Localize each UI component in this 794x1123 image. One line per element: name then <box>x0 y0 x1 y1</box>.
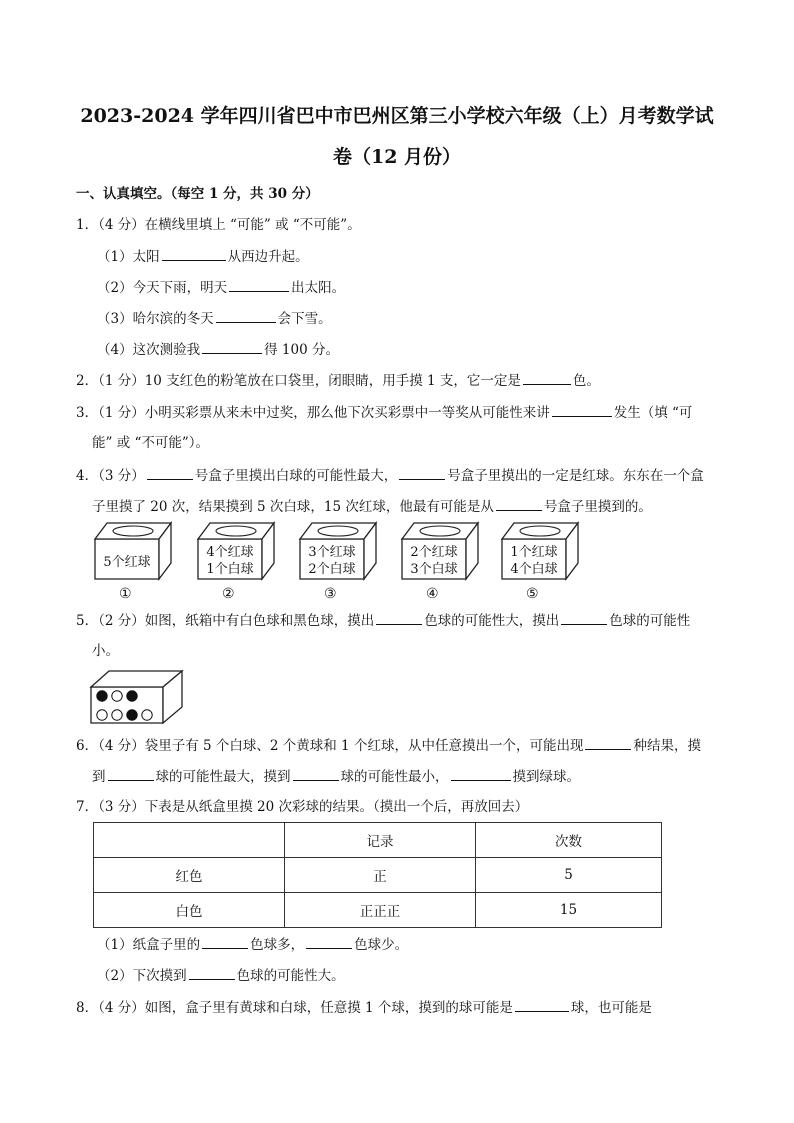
table-cell: 红色 <box>94 858 285 893</box>
box-number-label: ⑤ <box>526 586 539 602</box>
answer-blank[interactable] <box>376 610 422 625</box>
box-number-label: ④ <box>426 586 439 602</box>
box-label-line1: 1个红球 <box>510 545 558 560</box>
table-header-row <box>94 823 662 858</box>
question-4-cont: 子里摸了 20 次，结果摸到 5 次白球，15 次红球，他最有可能是从 号盒子里摸到的。 <box>92 496 652 517</box>
section-heading: 一、认真填空。（每空 1 分，共 30 分） <box>76 186 319 202</box>
box-label-line1: 4个红球 <box>206 545 254 560</box>
question-7-stem: 7．（3 分）下表是从纸盒里摸 20 次彩球的结果。（摸出一个后，再放回去） <box>76 799 529 815</box>
answer-blank[interactable] <box>147 465 193 480</box>
question-3: 3．（1 分）小明买彩票从来未中过奖，那么他下次买彩票中一等奖从可能性来讲 发生（填 “可 <box>76 402 692 423</box>
answer-blank[interactable] <box>189 965 235 980</box>
question-1-sub4: （4）这次测验我 得 100 分。 <box>97 339 339 360</box>
box-label-line2: 2个白球 <box>308 562 356 577</box>
box-label-line2: 1个白球 <box>206 562 254 577</box>
table-cell: 15 <box>476 893 662 928</box>
answer-blank[interactable] <box>561 610 607 625</box>
box-label-line2: 3个白球 <box>410 562 458 577</box>
white-ball <box>97 710 107 720</box>
table-cell: 正正正 <box>285 893 476 928</box>
question-6-cont: 到 球的可能性最大，摸到 球的可能性最小， 摸到绿球。 <box>92 766 580 787</box>
box-label-line2: 4个白球 <box>510 562 558 577</box>
answer-blank[interactable] <box>108 766 154 781</box>
box-number-label: ① <box>119 586 132 602</box>
question-1-stem: 1．（4 分）在横线里填上 “可能” 或 “不可能”。 <box>76 217 361 233</box>
box-label-line1: 2个红球 <box>410 545 458 560</box>
black-ball <box>127 691 137 701</box>
white-ball <box>112 691 122 701</box>
box-label-line1: 5个红球 <box>103 555 151 570</box>
box-label-line1: 3个红球 <box>308 545 356 560</box>
answer-blank[interactable] <box>585 735 631 750</box>
answer-blank[interactable] <box>202 934 248 949</box>
white-ball <box>142 710 152 720</box>
page-title-line2: 卷（12 月份） <box>332 146 462 168</box>
table-row <box>94 858 662 893</box>
answer-blank[interactable] <box>293 766 339 781</box>
question-4: 4．（3 分） 号盒子里摸出白球的可能性最大， 号盒子里摸出的一定是红球。东东在一个盒 <box>76 465 704 486</box>
answer-blank[interactable] <box>496 496 542 511</box>
table-cell: 5 <box>476 858 662 893</box>
table-cell: 白色 <box>94 893 285 928</box>
table-header: 次数 <box>476 823 662 858</box>
question-7-sub1: （1）纸盒子里的 色球多， 色球少。 <box>97 934 408 955</box>
question-1-sub3: （3）哈尔滨的冬天 会下雪。 <box>97 308 332 329</box>
box-number-label: ② <box>222 586 235 602</box>
question-1-sub1: （1）太阳 从西边升起。 <box>97 246 309 267</box>
answer-blank[interactable] <box>306 934 352 949</box>
answer-blank[interactable] <box>399 465 445 480</box>
question-8: 8．（4 分）如图，盒子里有黄球和白球，任意摸 1 个球，摸到的球可能是 球，也可能是 <box>76 997 652 1018</box>
table-cell: 正 <box>285 858 476 893</box>
answer-blank[interactable] <box>552 402 612 417</box>
answer-blank[interactable] <box>229 277 289 292</box>
black-ball <box>97 691 107 701</box>
question-7-sub2: （2）下次摸到 色球的可能性大。 <box>97 965 345 986</box>
answer-blank[interactable] <box>451 766 511 781</box>
question-1-sub2: （2）今天下雨，明天 出太阳。 <box>97 277 345 298</box>
page-title: 2023-2024 学年四川省巴中市巴州区第三小学校六年级（上）月考数学试 <box>80 105 714 127</box>
ball-box-figure <box>88 667 188 727</box>
question-3-cont: 能” 或 “不可能”）。 <box>92 435 210 451</box>
question-5: 5．（2 分）如图，纸箱中有白色球和黑色球，摸出 色球的可能性大，摸出 色球的可能性 <box>76 610 690 631</box>
black-ball <box>127 710 137 720</box>
question-2: 2．（1 分）10 支红色的粉笔放在口袋里，闭眼睛，用手摸 1 支，它一定是 色。 <box>76 370 600 391</box>
white-ball <box>112 710 122 720</box>
answer-blank[interactable] <box>523 370 571 385</box>
results-table <box>93 822 662 928</box>
table-row <box>94 893 662 928</box>
answer-blank[interactable] <box>216 308 276 323</box>
table-header <box>94 823 285 858</box>
question-6: 6．（4 分）袋里子有 5 个白球、2 个黄球和 1 个红球，从中任意摸出一个，可能出现 种结果，摸 <box>76 735 701 756</box>
answer-blank[interactable] <box>202 339 262 354</box>
table-header: 记录 <box>285 823 476 858</box>
box-number-label: ③ <box>324 586 337 602</box>
answer-blank[interactable] <box>162 246 226 261</box>
answer-blank[interactable] <box>515 997 569 1012</box>
question-5-cont: 小。 <box>92 643 119 659</box>
